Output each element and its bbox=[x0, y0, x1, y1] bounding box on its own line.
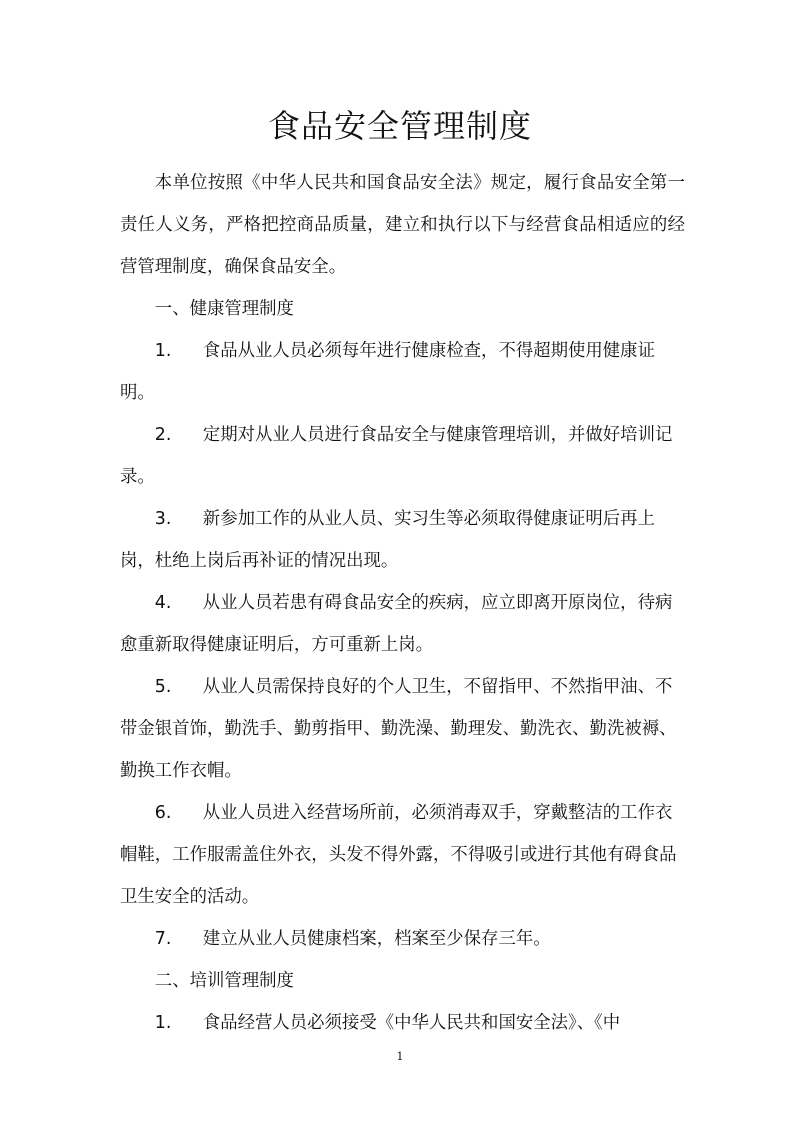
list-item bbox=[120, 414, 685, 498]
section-heading-health: 一、健康管理制度 bbox=[154, 299, 294, 319]
item-text: 从业人员进入经营场所前，必须消毒双手，穿戴整洁的工作衣帽鞋，工作服需盖住外衣，头发不得外露，不得吸引或进行其他有碍食品卫生安全的活动。 bbox=[120, 803, 677, 907]
item-text: 食品经营人员必须接受《中华人民共和国安全法》、《中 bbox=[202, 1013, 621, 1033]
list-item bbox=[120, 666, 685, 792]
item-number: 2. bbox=[154, 425, 172, 445]
item-number: 5. bbox=[154, 677, 172, 697]
item-number: 4. bbox=[154, 593, 172, 613]
item-text: 食品从业人员必须每年进行健康检查，不得超期使用健康证明。 bbox=[120, 341, 655, 403]
item-number: 7. bbox=[154, 929, 172, 949]
document-body bbox=[120, 162, 685, 1044]
item-number: 6. bbox=[154, 803, 172, 823]
item-text: 新参加工作的从业人员、实习生等必须取得健康证明后再上岗，杜绝上岗后再补证的情况出现。 bbox=[120, 509, 655, 571]
section-heading-training: 二、培训管理制度 bbox=[154, 971, 294, 991]
item-text: 从业人员需保持良好的个人卫生，不留指甲、不然指甲油、不带金银首饰，勤洗手、勤剪指甲、勤洗澡、勤理发、勤洗衣、勤洗被褥、勤换工作衣帽。 bbox=[120, 677, 677, 781]
intro-paragraph: 本单位按照《中华人民共和国食品安全法》规定，履行食品安全第一责任人义务，严格把控商品质量，建立和执行以下与经营食品相适应的经营管理制度，确保食品安全。 bbox=[120, 173, 685, 277]
list-item bbox=[120, 330, 685, 414]
item-text: 定期对从业人员进行食品安全与健康管理培训，并做好培训记录。 bbox=[120, 425, 673, 487]
list-item bbox=[120, 918, 685, 960]
list-item bbox=[120, 1002, 685, 1044]
item-number: 3. bbox=[154, 509, 172, 529]
list-item bbox=[120, 582, 685, 666]
item-number: 1. bbox=[154, 1013, 172, 1033]
page-number: 1 bbox=[396, 1050, 404, 1063]
list-item bbox=[120, 792, 685, 918]
item-number: 1. bbox=[154, 341, 172, 361]
list-item bbox=[120, 498, 685, 582]
item-text: 从业人员若患有碍食品安全的疾病，应立即离开原岗位，待病愈重新取得健康证明后，方可重新上岗。 bbox=[120, 593, 673, 655]
item-text: 建立从业人员健康档案，档案至少保存三年。 bbox=[202, 929, 551, 949]
document-title: 食品安全管理制度 bbox=[267, 107, 532, 145]
